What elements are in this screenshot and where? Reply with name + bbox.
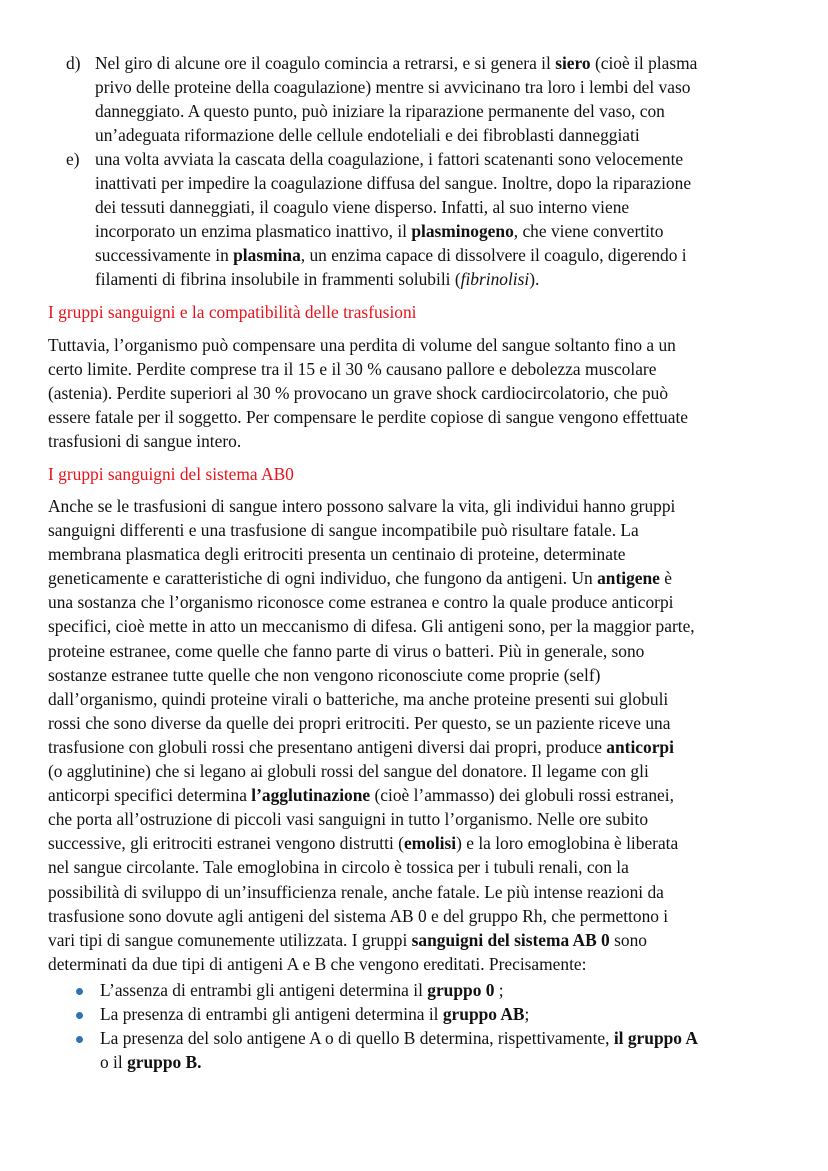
list-marker: e) bbox=[66, 149, 80, 169]
bullet-item-gruppo-a-b bbox=[48, 1026, 780, 1074]
bullet-item-gruppo-0 bbox=[48, 978, 780, 1002]
text-run: essere fatale per il soggetto. Per compensare le perdite copiose di sangue vengono effettuate bbox=[48, 407, 688, 428]
text-line bbox=[95, 75, 780, 99]
text-run: sono bbox=[609, 929, 647, 950]
bold-term: siero bbox=[555, 53, 591, 73]
text-line bbox=[100, 1050, 780, 1074]
text-line bbox=[48, 783, 778, 807]
text-run: Anche se le trasfusioni di sangue intero possono salvare la vita, gli individui hanno gruppi bbox=[48, 496, 676, 516]
text-run: ) e la loro emoglobina è liberata bbox=[456, 833, 679, 854]
text-line bbox=[48, 542, 778, 566]
text-run: incorporato un enzima plasmatico inattivo, il bbox=[95, 221, 412, 242]
text-run: trasfusione sono dovute agli antigeni del sistema AB 0 e del gruppo Rh, che permettono i bbox=[48, 905, 669, 926]
paragraph-ab0 bbox=[48, 494, 778, 976]
text-run: L’assenza di entrambi gli antigeni determina il bbox=[100, 980, 428, 1000]
text-line bbox=[95, 123, 780, 147]
bold-term: plasmina bbox=[233, 245, 301, 266]
text-line bbox=[95, 51, 780, 75]
text-line bbox=[48, 381, 778, 405]
bold-term: gruppo B. bbox=[127, 1052, 202, 1073]
text-run: sanguigni differenti e una trasfusione di sangue incompatibile può risultare fatale. La bbox=[48, 520, 639, 541]
bold-term: emolisi bbox=[403, 833, 457, 854]
bullet-list-gruppi bbox=[48, 978, 780, 1074]
bold-term: plasminogeno bbox=[411, 221, 514, 242]
text-line bbox=[95, 219, 780, 243]
bold-term: gruppo 0 bbox=[427, 980, 495, 1000]
text-line bbox=[48, 735, 778, 759]
text-line bbox=[48, 566, 778, 590]
text-run: ; bbox=[524, 1004, 530, 1025]
text-run: geneticamente e caratteristiche di ogni individuo, che fungono da antigeni. Un bbox=[48, 568, 598, 589]
text-run: successive, gli eritrociti estranei vengono distrutti ( bbox=[48, 833, 404, 854]
text-run: determinati da due tipi di antigeni A e B che vengono ereditati. Precisamente: bbox=[48, 953, 587, 974]
text-line bbox=[95, 147, 780, 171]
text-line bbox=[48, 831, 778, 855]
text-run: membrana plasmatica degli eritrociti presenta un centinaio di proteine, determinate bbox=[48, 544, 626, 565]
bold-term: gruppo AB bbox=[442, 1004, 525, 1025]
bold-term: sanguigni del sistema AB 0 bbox=[411, 929, 610, 950]
text-line bbox=[48, 663, 778, 687]
text-run: successivamente in bbox=[95, 245, 234, 266]
text-line bbox=[95, 267, 780, 291]
text-run: ). bbox=[529, 269, 540, 290]
bullet-dot-icon bbox=[76, 1036, 83, 1043]
text-run: La presenza del solo antigene A o di quello B determina, rispettivamente, bbox=[100, 1028, 614, 1049]
text-run: vari tipi di sangue comunemente utilizzata. I gruppi bbox=[48, 929, 412, 950]
text-line bbox=[48, 855, 778, 879]
text-line bbox=[48, 590, 778, 614]
bullet-item-gruppo-ab bbox=[48, 1002, 780, 1026]
text-run: (cioè l’ammasso) dei globuli rossi estranei, bbox=[370, 785, 674, 806]
text-line bbox=[100, 1002, 780, 1026]
text-line bbox=[48, 904, 778, 928]
text-line bbox=[48, 759, 778, 783]
text-line bbox=[48, 928, 778, 952]
text-line bbox=[100, 978, 780, 1002]
bold-term: il gruppo A bbox=[613, 1028, 698, 1049]
text-run: Tuttavia, l’organismo può compensare una perdita di volume del sangue soltanto fino a un bbox=[48, 335, 676, 355]
text-run: proteine estranee, come quelle che fanno parte di virus o batteri. Più in generale, sono bbox=[48, 640, 645, 661]
bullet-dot-icon bbox=[76, 988, 83, 995]
text-run: dall’organismo, quindi proteine virali o batteriche, ma anche proteine presenti sui globuli bbox=[48, 688, 669, 709]
bold-term: l’agglutinazione bbox=[251, 785, 371, 806]
text-line bbox=[48, 614, 778, 638]
text-line bbox=[48, 494, 778, 518]
text-line bbox=[48, 639, 778, 663]
italic-term: fibrinolisi bbox=[460, 269, 530, 290]
text-line bbox=[48, 952, 778, 976]
paragraph-trasfusioni bbox=[48, 333, 778, 453]
text-line bbox=[48, 711, 778, 735]
text-line bbox=[48, 518, 778, 542]
text-run: è bbox=[659, 568, 672, 589]
text-run: privo delle proteine della coagulazione) mentre si avvicinano tra loro i lembi del vaso bbox=[95, 77, 691, 98]
text-run: anticorpi specifici determina bbox=[48, 785, 252, 806]
text-run: Nel giro di alcune ore il coagulo comincia a retrarsi, e si genera il bbox=[95, 53, 556, 73]
text-run: che porta all’ostruzione di piccoli vasi sanguigni in tutto l’organismo. Nelle ore subito bbox=[48, 809, 649, 830]
text-run: danneggiato. A questo punto, può iniziare la riparazione permanente del vaso, con bbox=[95, 101, 665, 122]
text-run: sostanze estranee tutte quelle che non vengono riconosciute come proprie (self) bbox=[48, 664, 601, 685]
text-run: inattivati per impedire la coagulazione diffusa del sangue. Inoltre, dopo la riparazione bbox=[95, 173, 692, 194]
bullet-dot-icon bbox=[76, 1012, 83, 1019]
text-run: dei tessuti danneggiati, il coagulo viene disperso. Infatti, al suo interno viene bbox=[95, 197, 630, 218]
text-run: o il bbox=[100, 1052, 128, 1073]
bold-term: anticorpi bbox=[606, 736, 674, 757]
text-line bbox=[100, 1026, 780, 1050]
text-run: trasfusioni di sangue intero. bbox=[48, 431, 242, 452]
text-run: nel sangue circolante. Tale emoglobina in circolo è tossica per i tubuli renali, con la bbox=[48, 857, 629, 878]
text-line bbox=[95, 171, 780, 195]
text-line bbox=[48, 880, 778, 904]
text-run: La presenza di entrambi gli antigeni determina il bbox=[100, 1004, 443, 1025]
text-line bbox=[95, 99, 780, 123]
text-line bbox=[48, 333, 778, 357]
text-run: (astenia). Perdite superiori al 30 % provocano un grave shock cardiocircolatorio, che può bbox=[48, 383, 669, 404]
text-run: , che viene convertito bbox=[513, 221, 664, 242]
bullet-text bbox=[100, 1002, 780, 1026]
text-run: (cioè il plasma bbox=[590, 53, 698, 73]
text-line bbox=[95, 195, 780, 219]
list-item-text bbox=[95, 147, 780, 292]
text-line bbox=[48, 687, 778, 711]
text-run: una volta avviata la cascata della coagulazione, i fattori scatenanti sono velocemente bbox=[95, 149, 684, 169]
text-line bbox=[48, 429, 778, 453]
section-heading-trasfusioni: I gruppi sanguigni e la compatibilità delle trasfusioni bbox=[48, 302, 417, 322]
text-run: ; bbox=[494, 980, 504, 1000]
bullet-text bbox=[100, 978, 780, 1002]
text-run: una sostanza che l’organismo riconosce come estranea e contro la quale produce anticorpi bbox=[48, 592, 674, 613]
bullet-text bbox=[100, 1026, 780, 1074]
text-line bbox=[48, 357, 778, 381]
list-item-text bbox=[95, 51, 780, 147]
text-run: certo limite. Perdite comprese tra il 15 e il 30 % causano pallore e debolezza muscolare bbox=[48, 359, 657, 380]
text-run: possibilità di sviluppo di un’insufficienza renale, anche fatale. Le più intense reazioni da bbox=[48, 881, 664, 902]
text-run: rossi che sono diverse da quelle dei propri eritrociti. Per questo, se un paziente riceve una bbox=[48, 712, 671, 733]
text-run: trasfusione con globuli rossi che presentano antigeni diversi dai propri, produce bbox=[48, 736, 607, 757]
section-heading-ab0: I gruppi sanguigni del sistema AB0 bbox=[48, 464, 294, 484]
text-run: filamenti di fibrina insolubile in frammenti solubili ( bbox=[95, 269, 461, 290]
text-line bbox=[48, 807, 778, 831]
list-marker: d) bbox=[66, 53, 81, 73]
text-run: un’adeguata riformazione delle cellule endoteliali e dei fibroblasti danneggiati bbox=[95, 125, 640, 146]
text-run: , un enzima capace di dissolvere il coagulo, digerendo i bbox=[300, 245, 687, 266]
text-run: specifici, cioè mette in atto un meccanismo di difesa. Gli antigeni sono, per la maggior parte, bbox=[48, 616, 695, 637]
text-line bbox=[95, 243, 780, 267]
text-line bbox=[48, 405, 778, 429]
bold-term: antigene bbox=[597, 568, 660, 589]
text-run: (o agglutinine) che si legano ai globuli rossi del sangue del donatore. Il legame con gli bbox=[48, 761, 649, 782]
